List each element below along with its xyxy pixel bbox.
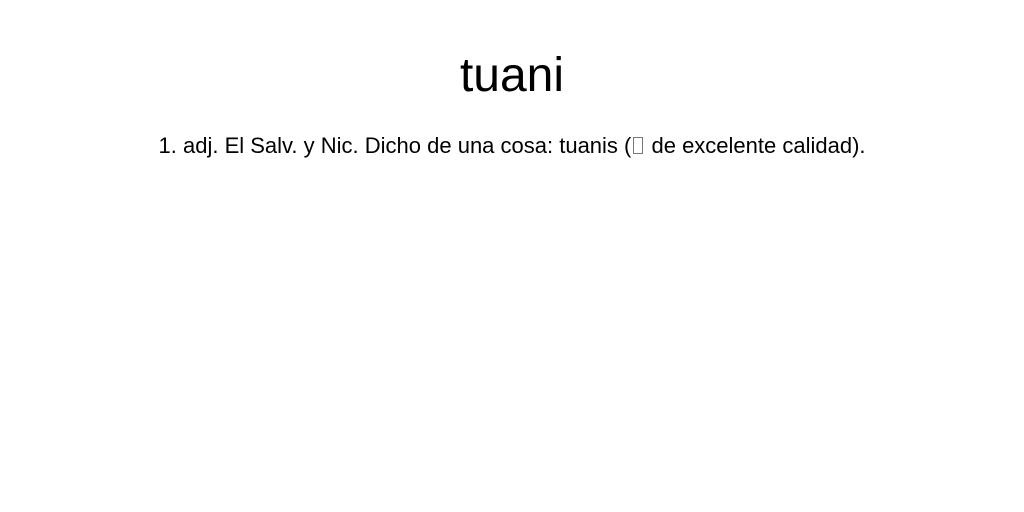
region-label: El Salv. y Nic. — [224, 133, 359, 158]
definition-line — [0, 131, 1024, 161]
missing-glyph-icon — [633, 137, 643, 154]
definition-text-end: de excelente calidad). — [645, 133, 866, 158]
headword-title: tuani — [459, 49, 565, 102]
definition-text-start: Dicho de una cosa: tuanis ( — [364, 133, 632, 158]
grammar-label: adj. — [182, 133, 219, 158]
definition-number: 1. — [158, 133, 177, 158]
